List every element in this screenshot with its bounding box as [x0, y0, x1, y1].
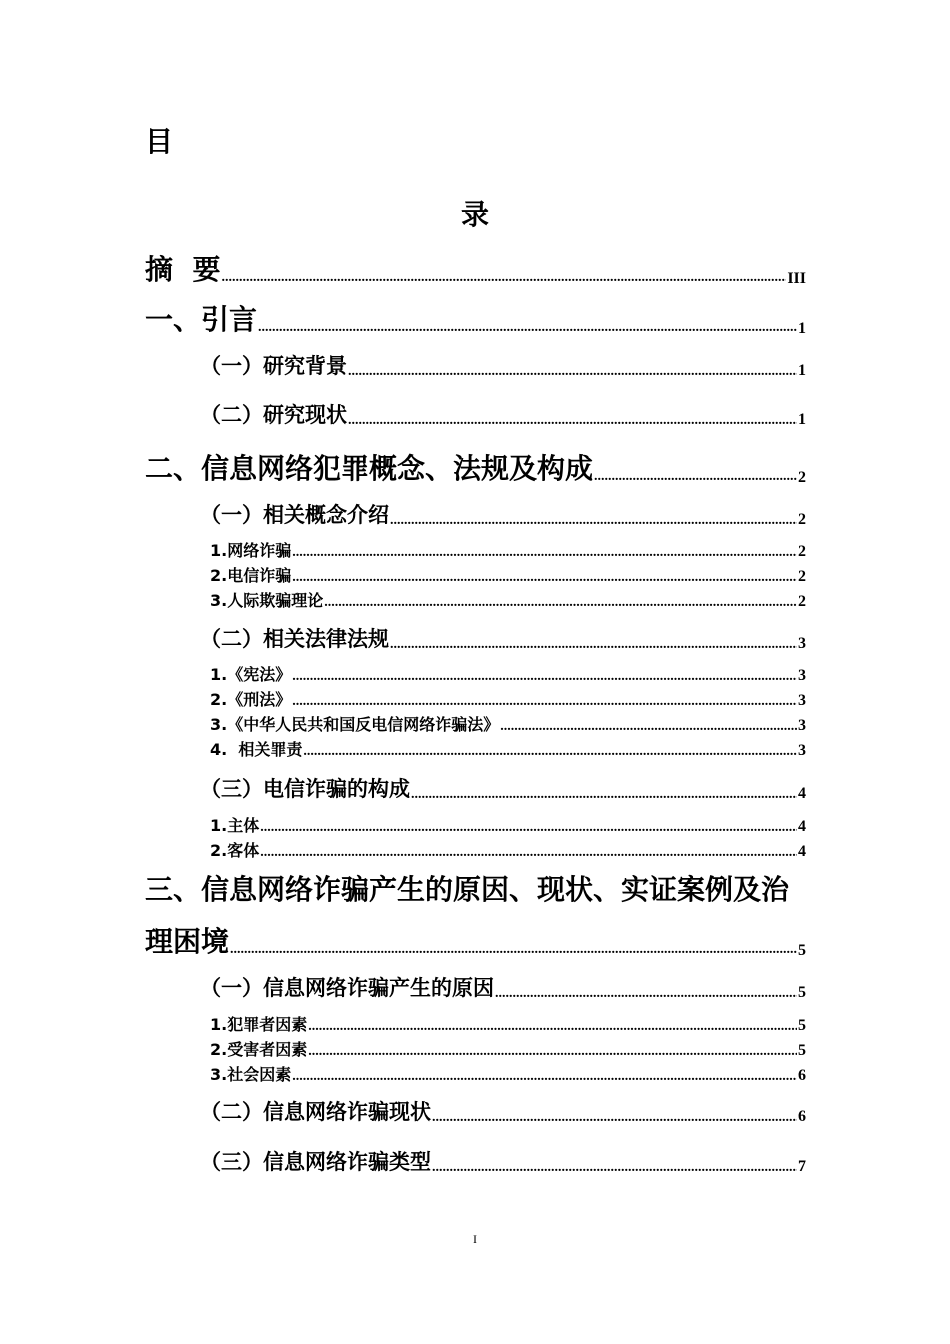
toc-entry-label: 3.社会因素	[210, 1065, 292, 1084]
toc-entry-subsection[interactable]	[210, 662, 806, 685]
toc-entry-section[interactable]	[200, 499, 806, 529]
toc-entry-page: 2	[798, 469, 806, 486]
toc-entry-page: 5	[798, 1017, 806, 1034]
toc-entry-label: （一）相关概念介绍	[200, 503, 389, 527]
toc-entry-label: （三）电信诈骗的构成	[200, 777, 410, 801]
toc-entry-label: 3.人际欺骗理论	[210, 591, 324, 610]
dot-leader	[495, 978, 797, 1002]
dot-leader	[500, 715, 797, 735]
toc-entry-section[interactable]	[200, 350, 806, 380]
dot-leader	[324, 591, 797, 611]
toc-entry-label: 二、信息网络犯罪概念、法规及构成	[145, 452, 594, 485]
toc-entry-label: 一、引言	[145, 303, 258, 336]
toc-entry-section[interactable]	[200, 1096, 806, 1126]
toc-entry-subsection[interactable]	[210, 1062, 806, 1085]
toc-entry-page: 3	[798, 635, 806, 652]
toc-entry-label: 2.受害者因素	[210, 1040, 308, 1059]
toc-entry-page: 5	[798, 984, 806, 1001]
toc-entry-page: 1	[798, 320, 806, 337]
toc-entry-page: 3	[798, 717, 806, 734]
toc-entry-page: 1	[798, 411, 806, 428]
toc-entry-section[interactable]	[200, 773, 806, 803]
toc-entry-subsection[interactable]	[210, 687, 806, 710]
toc-entry-label: 1.《宪法》	[210, 665, 292, 684]
toc-entry-page: 6	[798, 1108, 806, 1125]
toc-entry-section[interactable]	[200, 399, 806, 429]
toc-entry-subsection[interactable]	[210, 813, 806, 836]
dot-leader	[292, 541, 797, 561]
toc-entry-subsection[interactable]	[210, 1037, 806, 1060]
toc-entry-subsection[interactable]	[210, 712, 806, 735]
toc-entry-subsection[interactable]	[210, 737, 806, 760]
toc-entry-label: （三）信息网络诈骗类型	[200, 1150, 431, 1174]
dot-leader	[432, 1152, 797, 1176]
toc-entry-chapter-3[interactable]	[145, 920, 806, 960]
toc-entry-label: 2.《刑法》	[210, 690, 292, 709]
dot-leader	[292, 690, 797, 710]
toc-entry-label: 摘 要	[145, 253, 221, 286]
dot-leader	[348, 356, 797, 380]
toc-entry-chapter-3-line1[interactable]: 三、信息网络诈骗产生的原因、现状、实证案例及治	[145, 873, 790, 906]
toc-entry-label: 3.《中华人民共和国反电信网络诈骗法》	[210, 715, 500, 734]
dot-leader	[230, 927, 797, 960]
toc-entry-label: 4. 相关罪责	[210, 740, 303, 759]
toc-entry-page: 4	[798, 785, 806, 802]
toc-entry-label: 2.电信诈骗	[210, 566, 292, 585]
toc-entry-page: 2	[798, 568, 806, 585]
dot-leader	[222, 255, 787, 288]
toc-entry-label: 1.主体	[210, 816, 260, 835]
toc-entry-subsection[interactable]	[210, 538, 806, 561]
dot-leader	[303, 740, 797, 760]
toc-entry-label: 1.犯罪者因素	[210, 1015, 308, 1034]
dot-leader	[292, 665, 797, 685]
dot-leader	[292, 1065, 797, 1085]
toc-entry-label: （一）信息网络诈骗产生的原因	[200, 976, 494, 1000]
dot-leader	[411, 779, 797, 803]
toc-entry-page: 2	[798, 543, 806, 560]
toc-entry-page: 5	[798, 942, 806, 959]
toc-entry-label: （二）相关法律法规	[200, 627, 389, 651]
dot-leader	[432, 1102, 797, 1126]
dot-leader	[308, 1015, 797, 1035]
toc-entry-section[interactable]	[200, 972, 806, 1002]
toc-entry-page: 4	[798, 818, 806, 835]
dot-leader	[260, 841, 797, 861]
dot-leader	[594, 454, 797, 487]
toc-entry-page: 5	[798, 1042, 806, 1059]
page-number-footer: I	[473, 1232, 477, 1246]
dot-leader	[390, 629, 797, 653]
toc-entry-subsection[interactable]	[210, 588, 806, 611]
toc-entry-subsection[interactable]	[210, 838, 806, 861]
toc-entry-label: 1.网络诈骗	[210, 541, 292, 560]
toc-entry-page: 3	[798, 742, 806, 759]
dot-leader	[308, 1040, 797, 1060]
dot-leader	[292, 566, 797, 586]
toc-entry-chapter-2[interactable]	[145, 447, 806, 487]
toc-entry-label: （一）研究背景	[200, 354, 347, 378]
toc-entry-label: 2.客体	[210, 841, 260, 860]
toc-entry-abstract[interactable]	[145, 248, 806, 288]
dot-leader	[260, 816, 797, 836]
toc-entry-page: 3	[798, 667, 806, 684]
toc-entry-section[interactable]	[200, 1146, 806, 1176]
toc-title-first-char: 目	[145, 125, 174, 158]
dot-leader	[348, 405, 797, 429]
toc-entry-page: 2	[798, 593, 806, 610]
dot-leader	[390, 505, 797, 529]
toc-entry-chapter-1[interactable]	[145, 298, 806, 338]
toc-entry-page: 4	[798, 843, 806, 860]
toc-entry-page: 1	[798, 362, 806, 379]
toc-entry-subsection[interactable]	[210, 563, 806, 586]
toc-entry-page: 3	[798, 692, 806, 709]
toc-entry-page: III	[787, 270, 806, 287]
toc-entry-label: 理困境	[145, 925, 230, 958]
toc-entry-label: （二）研究现状	[200, 403, 347, 427]
toc-entry-section[interactable]	[200, 623, 806, 653]
toc-entry-page: 7	[798, 1158, 806, 1175]
dot-leader	[258, 305, 797, 338]
toc-entry-page: 2	[798, 511, 806, 528]
toc-entry-label: （二）信息网络诈骗现状	[200, 1100, 431, 1124]
toc-title-second-char: 录	[460, 198, 489, 231]
toc-entry-page: 6	[798, 1067, 806, 1084]
toc-entry-subsection[interactable]	[210, 1012, 806, 1035]
